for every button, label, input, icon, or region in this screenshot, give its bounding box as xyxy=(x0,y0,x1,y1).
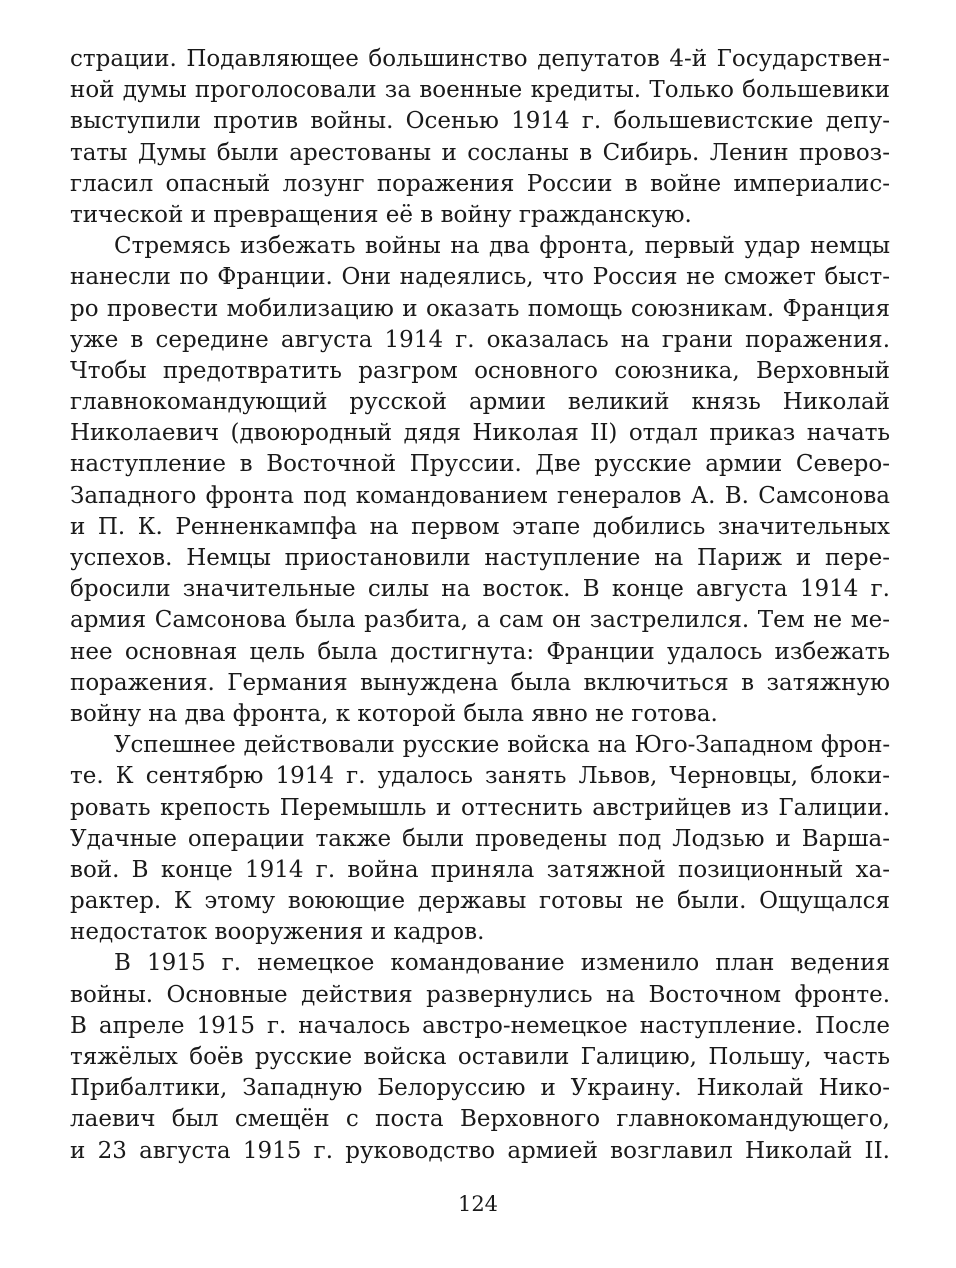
text-line: недостаток вооружения и кадров. xyxy=(70,919,485,946)
text-line: лаевич был смещён с поста Верховного главнокомандующего, xyxy=(70,1106,890,1133)
text-line: В 1915 г. немецкое командование изменило план ведения xyxy=(114,950,890,977)
text-line: войну на два фронта, к которой была явно не готова. xyxy=(70,700,718,727)
text-line: успехов. Немцы приостановили наступление на Париж и пере- xyxy=(70,545,890,571)
paragraph-1 xyxy=(70,44,890,231)
text-line: бросили значительные силы на восток. В конце августа 1914 г. xyxy=(70,576,890,603)
text-line: и П. К. Ренненкампфа на первом этапе добились значительных xyxy=(70,513,890,540)
text-line: Прибалтики, Западную Белоруссию и Украину. Николай Нико- xyxy=(70,1075,890,1102)
text-line: ной думы проголосовали за военные кредиты. Только большевики xyxy=(70,77,890,104)
page-number: 124 xyxy=(457,1192,499,1216)
text-line: и 23 августа 1915 г. руководство армией возглавил Николай II. xyxy=(70,1137,890,1164)
text-line: Удачные операции также были проведены под Лодзью и Варша- xyxy=(70,825,890,852)
text-line: Успешнее действовали русские войска на Юго-Западном фрон- xyxy=(114,732,890,759)
text-line: таты Думы были арестованы и сосланы в Сибирь. Ленин провоз- xyxy=(70,139,890,166)
text-line: Чтобы предотвратить разгром основного союзника, Верховный xyxy=(70,357,890,384)
paragraph-2 xyxy=(70,231,890,730)
text-line: уже в середине августа 1914 г. оказалась на грани поражения. xyxy=(70,326,890,353)
text-line: армия Самсонова была разбита, а сам он застрелился. Тем не ме- xyxy=(70,607,890,634)
text-line: войны. Основные действия развернулись на Восточном фронте. xyxy=(70,981,890,1008)
body-text xyxy=(70,44,890,1167)
text-line: страции. Подавляющее большинство депутатов 4-й Государствен- xyxy=(70,46,890,72)
text-line: Стремясь избежать войны на два фронта, первый удар немцы xyxy=(114,233,890,260)
text-line: тяжёлых боёв русские войска оставили Галицию, Польшу, часть xyxy=(70,1044,890,1070)
paragraph-3 xyxy=(70,730,890,948)
text-line: нее основная цель была достигнута: Франции удалось избежать xyxy=(70,638,890,665)
text-line: ровать крепость Перемышль и оттеснить австрийцев из Галиции. xyxy=(70,794,890,821)
text-line: Западного фронта под командованием генералов А. В. Самсонова xyxy=(70,482,890,509)
text-line: выступили против войны. Осенью 1914 г. большевистские депу- xyxy=(70,108,890,135)
text-line: вой. В конце 1914 г. война приняла затяжной позиционный ха- xyxy=(70,856,890,883)
text-line: гласил опасный лозунг поражения России в войне империалис- xyxy=(70,170,890,197)
paragraph-4 xyxy=(70,948,890,1166)
text-line: В апреле 1915 г. началось австро-немецкое наступление. После xyxy=(70,1012,890,1039)
text-line: Николаевич (двоюродный дядя Николая II) отдал приказ начать xyxy=(70,420,890,447)
text-line: рактер. К этому воюющие державы готовы не были. Ощущался xyxy=(70,888,890,915)
text-line: наступление в Восточной Пруссии. Две русские армии Северо- xyxy=(70,451,890,478)
text-line: те. К сентябрю 1914 г. удалось занять Львов, Черновцы, блоки- xyxy=(70,763,890,790)
text-line: нанесли по Франции. Они надеялись, что Россия не сможет быст- xyxy=(70,264,890,291)
text-line: поражения. Германия вынуждена была включиться в затяжную xyxy=(70,669,890,696)
text-line: ро провести мобилизацию и оказать помощь союзникам. Франция xyxy=(70,295,890,322)
text-line: главнокомандующий русской армии великий князь Николай xyxy=(70,389,890,416)
text-line: тической и превращения её в войну гражданскую. xyxy=(70,201,692,228)
